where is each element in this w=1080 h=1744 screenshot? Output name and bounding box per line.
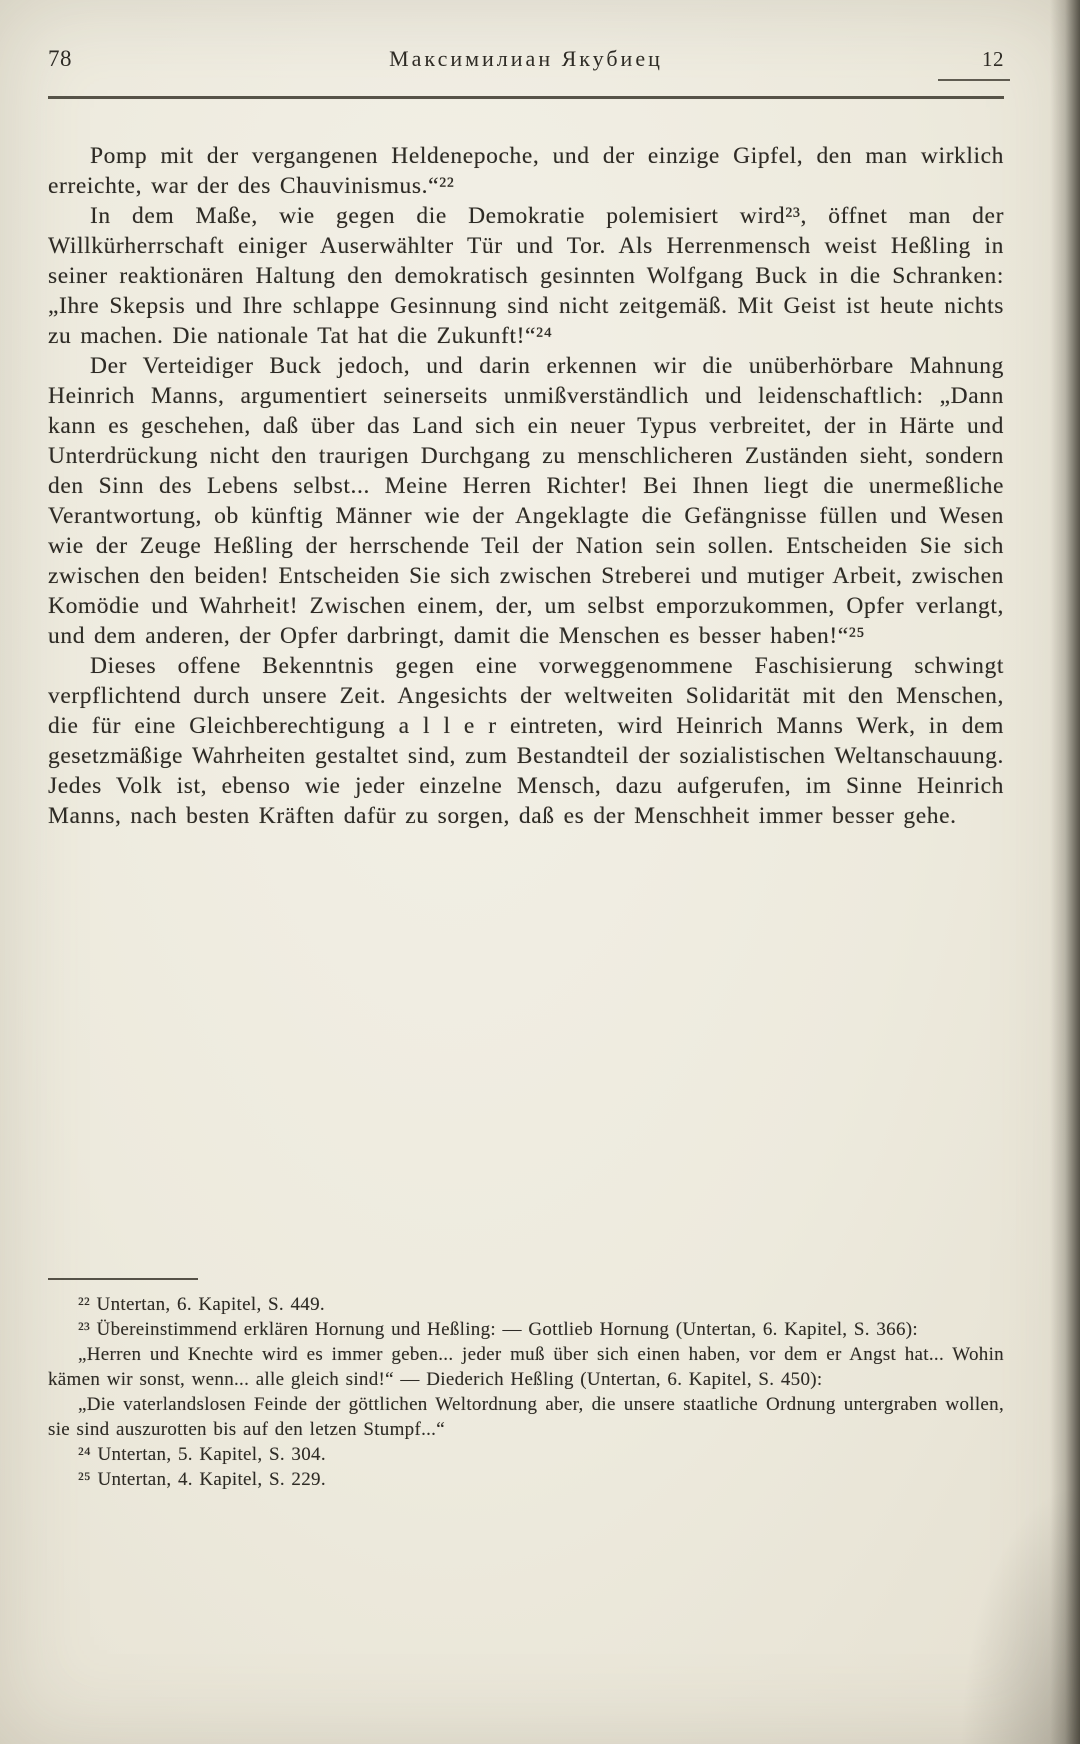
page-number-left: 78	[48, 46, 72, 71]
page-header	[48, 46, 1004, 72]
footnote-24: ²⁴ Untertan, 5. Kapitel, S. 304.	[78, 1444, 326, 1465]
footnotes	[48, 1292, 1004, 1492]
footnote-25: ²⁵ Untertan, 4. Kapitel, S. 229.	[78, 1469, 326, 1490]
page-edge-shadow	[1050, 0, 1080, 1744]
footnote-22: ²² Untertan, 6. Kapitel, S. 449.	[78, 1294, 325, 1315]
footnote-23-quote-hessling: „Die vaterlandslosen Feinde der göttlichen Weltordnung aber, die unsere staatliche Ordnung untergraben wollen, sie sind auszurotten bis auf den letzen Stumpf...“	[48, 1394, 1004, 1440]
footnote-23: ²³ Übereinstimmend erklären Hornung und Heßling: — Gottlieb Hornung (Untertan, 6. Kapitel, S. 366):	[78, 1319, 918, 1340]
paragraph-3: Der Verteidiger Buck jedoch, und darin erkennen wir die unüberhörbare Mahnung Heinrich Manns, argumentiert seinerseits unmißverständlich und leidenschaftlich: „Dann kann es geschehen, daß über das Land sich ein neuer Typus verbreitet, der in Härte und Unterdrückung nicht den traurigen Durchgang zu menschlicheren Zuständen sieht, sondern den Sinn des Lebens selbst... Meine Herren Richter! Bei Ihnen liegt die unermeßliche Verantwortung, ob künftig Männer wie der Angeklagte die Gefängnisse füllen und Wesen wie der Zeuge Heßling der herrschende Teil der Nation sein sollen. Entscheiden Sie sich zwischen den beiden! Entscheiden Sie sich zwischen Streberei und mutiger Arbeit, zwischen Komödie und Wahrheit! Zwischen einem, der, um selbst emporzukommen, Opfer verlangt, und dem anderen, der Opfer darbringt, damit die Menschen es besser haben!“²⁵	[48, 353, 1004, 649]
footnote-23-quote-hornung: „Herren und Knechte wird es immer geben... jeder muß über sich einen haben, vor dem er Angst hat... Wohin kämen wir sonst, wenn... alle gleich sind!“ — Diederich Heßling (Untertan, 6. Kapitel, S. 450):	[48, 1344, 1004, 1390]
paragraph-2: In dem Maße, wie gegen die Demokratie polemisiert wird²³, öffnet man der Willkürherrschaft einiger Auserwählter Tür und Tor. Als Herrenmensch weist Heßling in seiner reaktionären Haltung den demokratisch gesinnten Wolfgang Buck in die Schranken: „Ihre Skepsis und Ihre schlappe Gesinnung sind nicht zeitgemäß. Mit Geist ist heute nichts zu machen. Die nationale Tat hat die Zukunft!“²⁴	[48, 203, 1004, 349]
header-rule	[48, 96, 1004, 99]
paragraph-1: Pomp mit der vergangenen Heldenepoche, und der einzige Gipfel, den man wirklich erreichte, war der des Chauvinismus.“²²	[48, 143, 1004, 199]
paragraph-4: Dieses offene Bekenntnis gegen eine vorweggenommene Faschisierung schwingt verpflichtend durch unsere Zeit. Angesichts der weltweiten Solidarität mit den Menschen, die für eine Gleichberechtigung a l l e r eintreten, wird Heinrich Manns Werk, in dem gesetzmäßige Wahrheiten gestaltet sind, zum Bestandteil der sozialistischen Weltanschauung. Jedes Volk ist, ebenso wie jeder einzelne Mensch, dazu aufgerufen, im Sinne Heinrich Manns, nach besten Kräften dafür zu sorgen, daß es der Menschheit immer besser gehe.	[48, 653, 1004, 829]
body-text	[48, 141, 1004, 831]
footnote-separator-rule	[48, 1278, 198, 1280]
running-title: Максимилиан Якубиец	[389, 46, 663, 71]
page-corner-shadow	[960, 1484, 1080, 1744]
page-number-right: 12	[904, 47, 1004, 72]
